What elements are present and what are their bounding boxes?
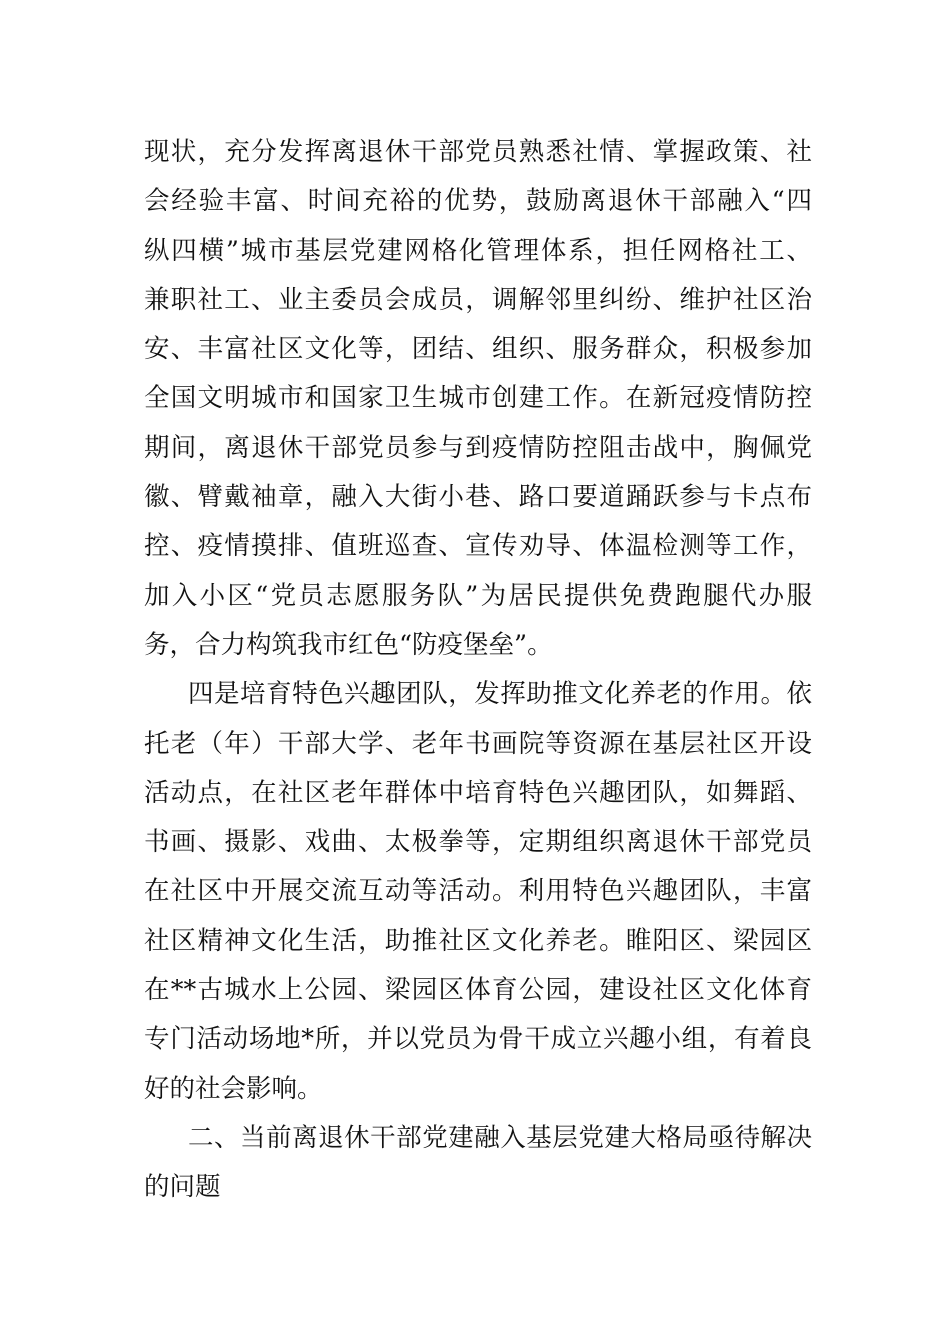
paragraph-line: 托老（年）干部大学、老年书画院等资源在基层社区开设 [144,728,812,759]
paragraph-line: 活动点，在社区老年群体中培育特色兴趣团队，如舞蹈、 [144,777,812,808]
paragraph-line: 会经验丰富、时间充裕的优势，鼓励离退休干部融入“四 [144,186,812,217]
paragraph-line: 全国文明城市和国家卫生城市创建工作。在新冠疫情防控 [144,383,812,414]
section-heading-line: 二、当前离退休干部党建融入基层党建大格局亟待解决 [188,1122,812,1153]
paragraph-line: 现状，充分发挥离退休干部党员熟悉社情、掌握政策、社 [144,137,812,167]
paragraph-line: 加入小区“党员志愿服务队”为居民提供免费跑腿代办服 [144,580,812,611]
paragraph-line: 期间，离退休干部党员参与到疫情防控阻击战中，胸佩党 [144,432,812,463]
paragraph-line: 纵四横”城市基层党建网格化管理体系，担任网格社工、 [144,235,812,266]
paragraph-line: 务，合力构筑我市红色“防疫堡垒”。 [144,629,553,660]
paragraph-line: 在社区中开展交流互动等活动。利用特色兴趣团队，丰富 [144,876,812,907]
paragraph-line: 控、疫情摸排、值班巡查、宣传劝导、体温检测等工作， [144,531,812,562]
paragraph-line: 书画、摄影、戏曲、太极拳等，定期组织离退休干部党员 [144,827,812,858]
section-heading-line: 的问题 [144,1172,221,1203]
paragraph-line: 社区精神文化生活，助推社区文化养老。睢阳区、梁园区 [144,925,812,956]
paragraph-line: 在**古城水上公园、梁园区体育公园，建设社区文化体育 [144,975,812,1006]
paragraph-line: 徽、臂戴袖章，融入大街小巷、路口要道踊跃参与卡点布 [144,482,812,513]
paragraph-line: 专门活动场地*所，并以党员为骨干成立兴趣小组，有着良 [144,1024,812,1055]
paragraph-line: 兼职社工、业主委员会成员，调解邻里纠纷、维护社区治 [144,284,812,315]
paragraph-line: 四是培育特色兴趣团队，发挥助推文化养老的作用。依 [188,679,812,710]
body-text [144,128,812,1213]
paragraph-line: 安、丰富社区文化等，团结、组织、服务群众，积极参加 [144,334,812,365]
paragraph-line: 好的社会影响。 [144,1073,323,1104]
